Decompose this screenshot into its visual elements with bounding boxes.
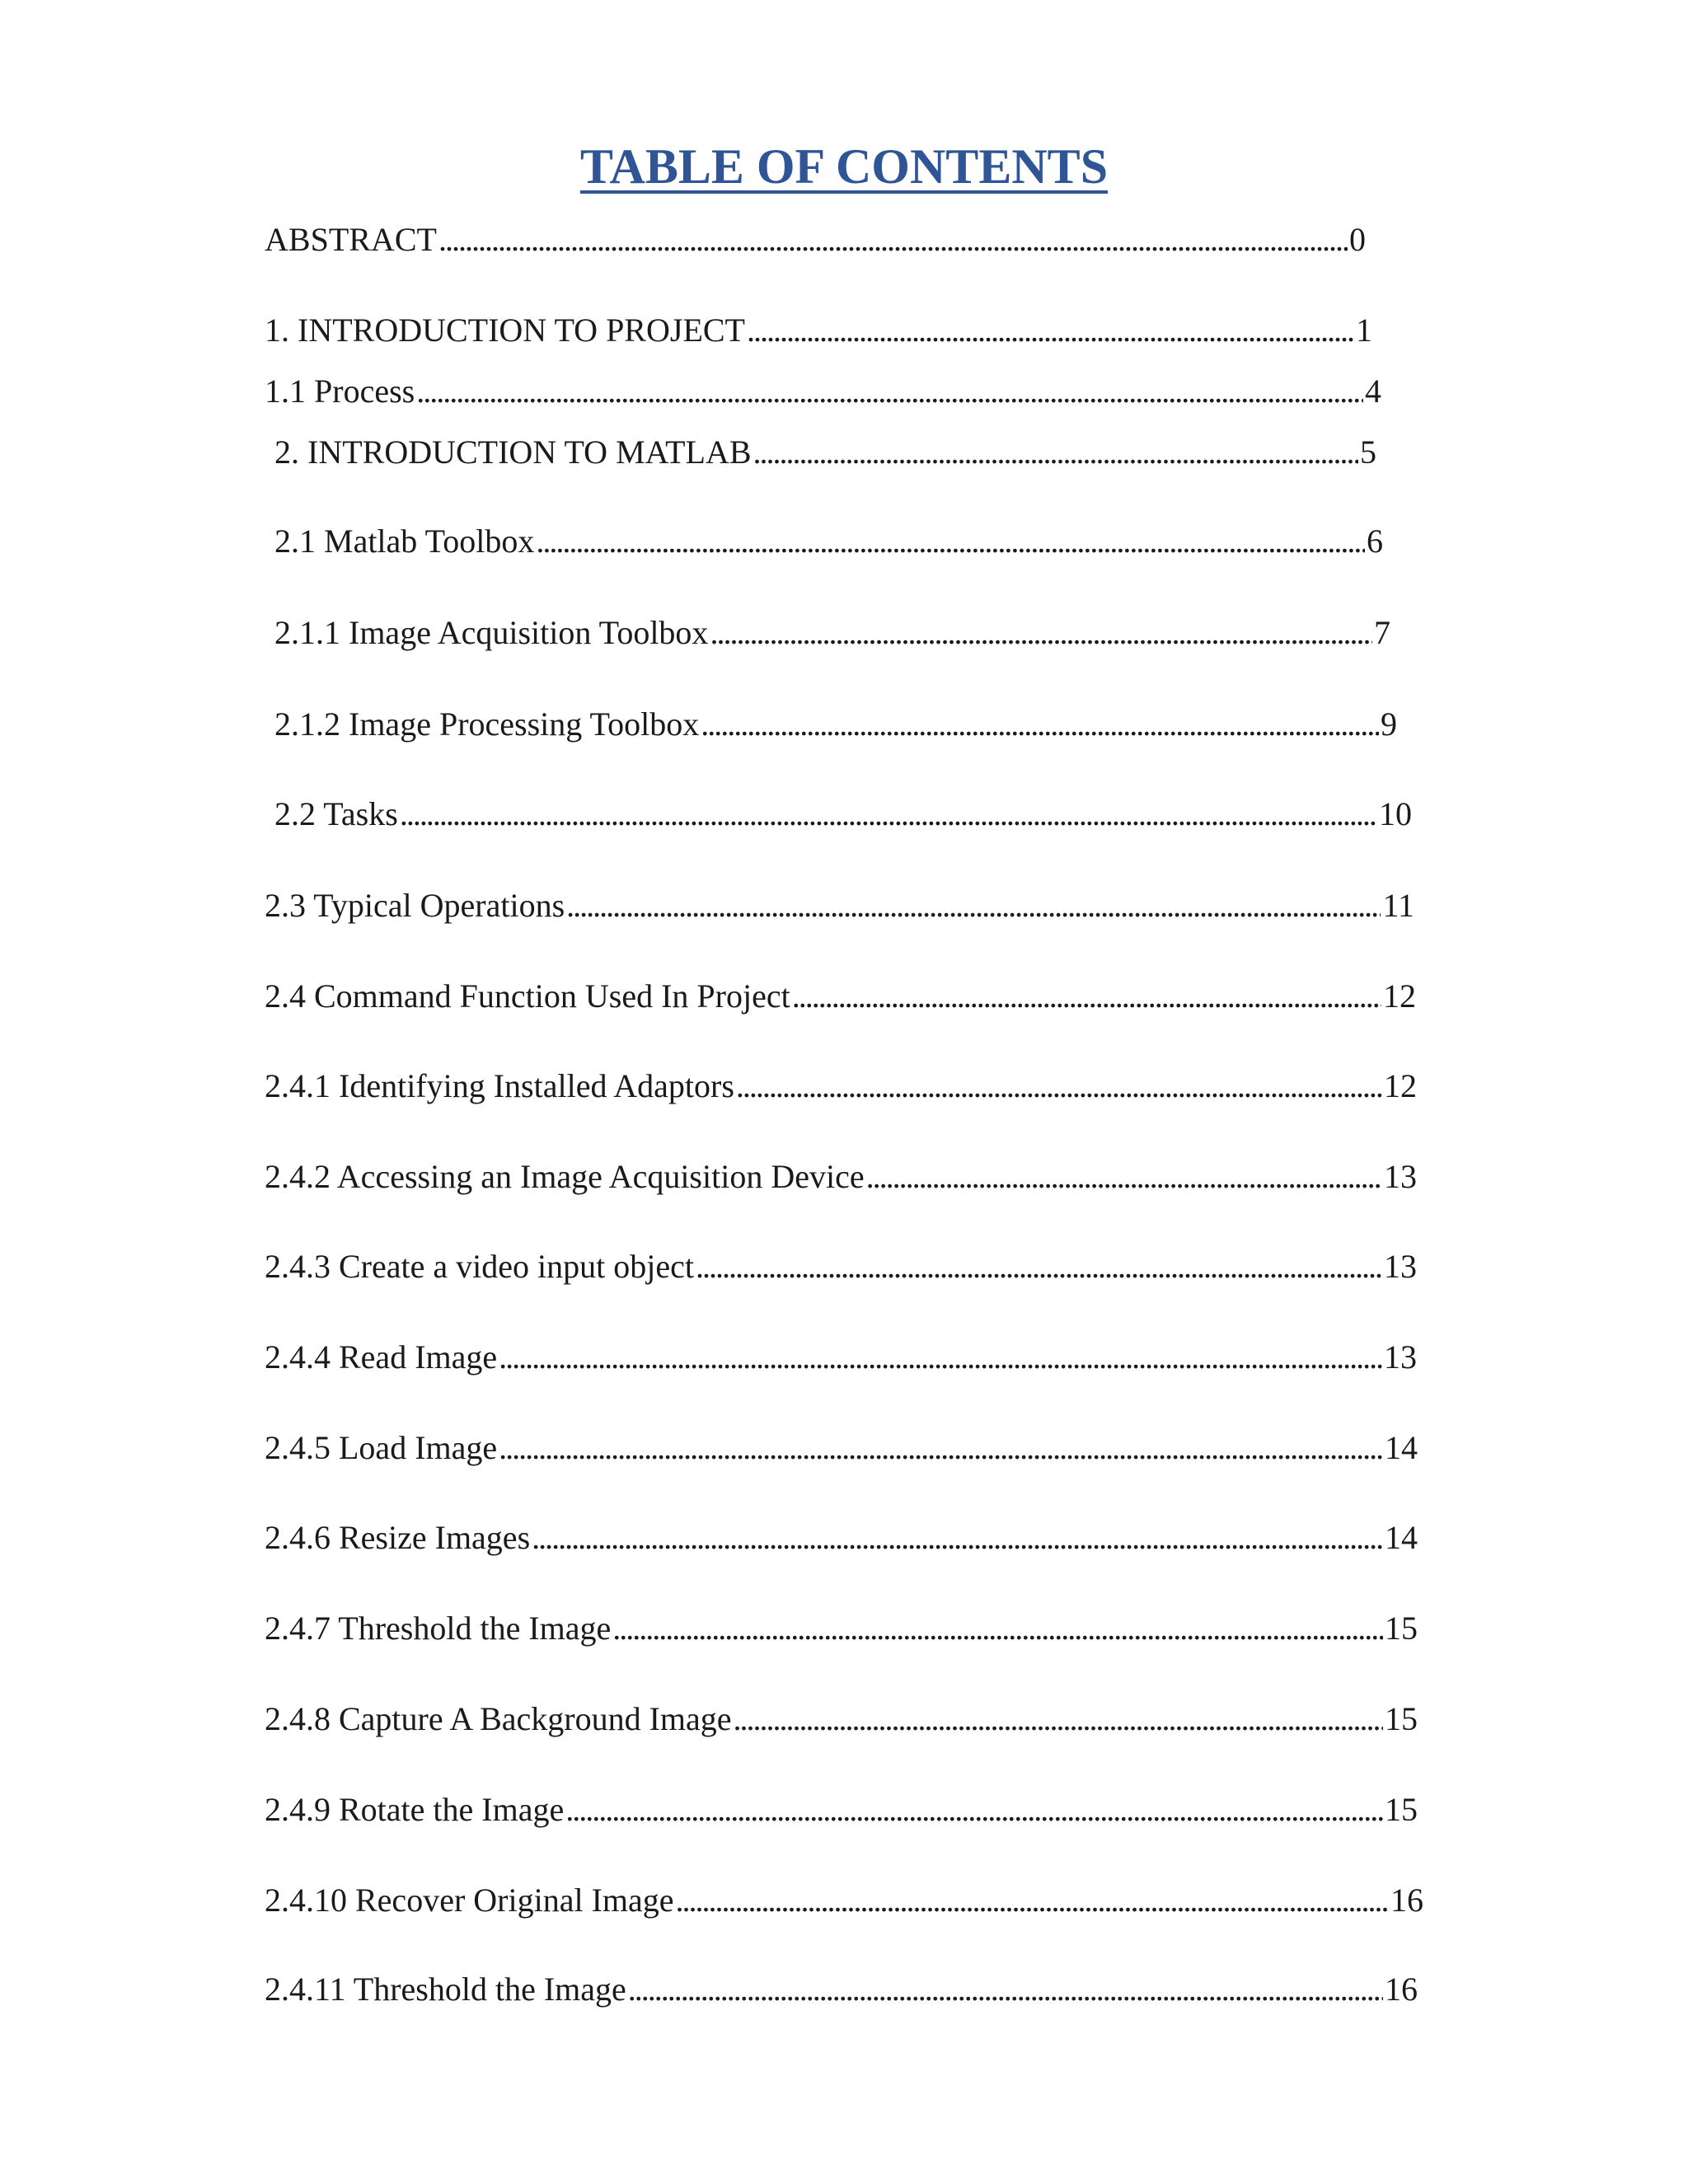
- toc-entry: [265, 1248, 1417, 1286]
- toc-entry-label: ABSTRACT: [265, 221, 437, 258]
- toc-entry-page: 15: [1385, 1700, 1418, 1737]
- toc-entry-label: 2.1.2 Image Processing Toolbox: [274, 705, 700, 743]
- toc-entry-label: 2.4.11 Threshold the Image: [265, 1971, 626, 2008]
- dot-leader: [536, 523, 1365, 560]
- toc-entry-page: 16: [1390, 1882, 1423, 1919]
- toc-entry-label: 2.4.1 Identifying Installed Adaptors: [265, 1067, 734, 1104]
- toc-entry-label: 2.3 Typical Operations: [265, 887, 565, 924]
- toc-entry-page: 15: [1385, 1610, 1418, 1647]
- toc-entry-label: 2.4.7 Threshold the Image: [265, 1610, 612, 1647]
- toc-entry-page: 12: [1384, 1067, 1417, 1104]
- dot-leader: [866, 1158, 1382, 1196]
- toc-entry-label: 1.1 Process: [265, 373, 415, 410]
- toc-entry: [265, 1429, 1418, 1467]
- toc-entry: [265, 1067, 1417, 1105]
- dot-leader: [676, 1882, 1389, 1919]
- toc-entry: [274, 434, 1376, 471]
- dot-leader: [400, 795, 1377, 833]
- toc-entry: [274, 523, 1383, 560]
- toc-title-text: TABLE OF CONTENTS: [579, 139, 1109, 194]
- toc-entry-label: 2.4.8 Capture A Background Image: [265, 1700, 732, 1737]
- toc-entry-label: 2.4.3 Create a video input object: [265, 1248, 694, 1285]
- dot-leader: [499, 1429, 1383, 1467]
- toc-entry-label: 2.4.9 Rotate the Image: [265, 1791, 565, 1828]
- dot-leader: [532, 1519, 1383, 1557]
- toc-entry-label: 1. INTRODUCTION TO PROJECT: [265, 312, 745, 349]
- dot-leader: [696, 1248, 1382, 1286]
- toc-entry-page: 11: [1382, 887, 1414, 924]
- dot-leader: [701, 705, 1379, 743]
- toc-entry-page: 16: [1385, 1971, 1418, 2008]
- toc-entry-page: 7: [1374, 614, 1390, 651]
- toc-entry: [274, 705, 1397, 743]
- toc-entry-label: 2.1.1 Image Acquisition Toolbox: [274, 614, 709, 651]
- toc-entry-label: 2. INTRODUCTION TO MATLAB: [274, 434, 752, 471]
- toc-entry-page: 13: [1384, 1338, 1417, 1376]
- dot-leader: [747, 312, 1354, 349]
- toc-entry: [265, 1882, 1423, 1919]
- toc-entry-page: 4: [1365, 373, 1381, 410]
- toc-entry: [265, 312, 1372, 349]
- dot-leader: [734, 1700, 1383, 1738]
- dot-leader: [736, 1067, 1382, 1105]
- dot-leader: [499, 1338, 1382, 1376]
- dot-leader: [710, 614, 1372, 652]
- dot-leader: [566, 887, 1381, 925]
- toc-entry-page: 6: [1367, 523, 1383, 560]
- toc-entry-label: 2.1 Matlab Toolbox: [274, 523, 535, 560]
- toc-entry: [265, 1158, 1417, 1196]
- toc-entry-page: 15: [1385, 1791, 1418, 1828]
- toc-entry: [265, 1610, 1418, 1647]
- toc-entry-page: 5: [1360, 434, 1376, 471]
- toc-entry-page: 1: [1356, 312, 1372, 349]
- dot-leader: [416, 373, 1363, 410]
- dot-leader: [792, 977, 1381, 1015]
- toc-entry-page: 13: [1384, 1158, 1417, 1195]
- toc-entry: [274, 795, 1412, 833]
- toc-entry: [265, 977, 1416, 1015]
- toc-entry: [265, 1971, 1418, 2008]
- toc-entry-label: 2.4.5 Load Image: [265, 1429, 498, 1466]
- dot-leader: [565, 1791, 1383, 1829]
- toc-entry: [265, 1791, 1418, 1829]
- toc-entry-page: 14: [1385, 1429, 1418, 1466]
- toc-entry: [265, 1700, 1418, 1738]
- toc-entry-page: 0: [1349, 221, 1366, 258]
- dot-leader: [438, 221, 1348, 259]
- toc-entry-page: 10: [1379, 795, 1412, 832]
- toc-entry: [265, 373, 1381, 410]
- toc-entry-label: 2.4.10 Recover Original Image: [265, 1882, 674, 1919]
- toc-entry-page: 12: [1383, 977, 1416, 1015]
- toc-entry-page: 9: [1381, 705, 1397, 743]
- toc-entry-page: 13: [1384, 1248, 1417, 1285]
- toc-entry: [274, 614, 1390, 652]
- dot-leader: [628, 1971, 1383, 2008]
- toc-entry-page: 14: [1385, 1519, 1418, 1556]
- toc-entry: [265, 887, 1414, 925]
- toc-entry: [265, 221, 1366, 259]
- toc-entry-label: 2.4.4 Read Image: [265, 1338, 498, 1376]
- toc-entry-label: 2.4 Command Function Used In Project: [265, 977, 790, 1015]
- toc-entry: [265, 1519, 1418, 1557]
- dot-leader: [612, 1610, 1383, 1647]
- dot-leader: [753, 434, 1358, 471]
- toc-entry-label: 2.2 Tasks: [274, 795, 398, 832]
- toc-entry-label: 2.4.2 Accessing an Image Acquisition Device: [265, 1158, 865, 1195]
- toc-entry: [265, 1338, 1417, 1376]
- toc-entry-label: 2.4.6 Resize Images: [265, 1519, 531, 1556]
